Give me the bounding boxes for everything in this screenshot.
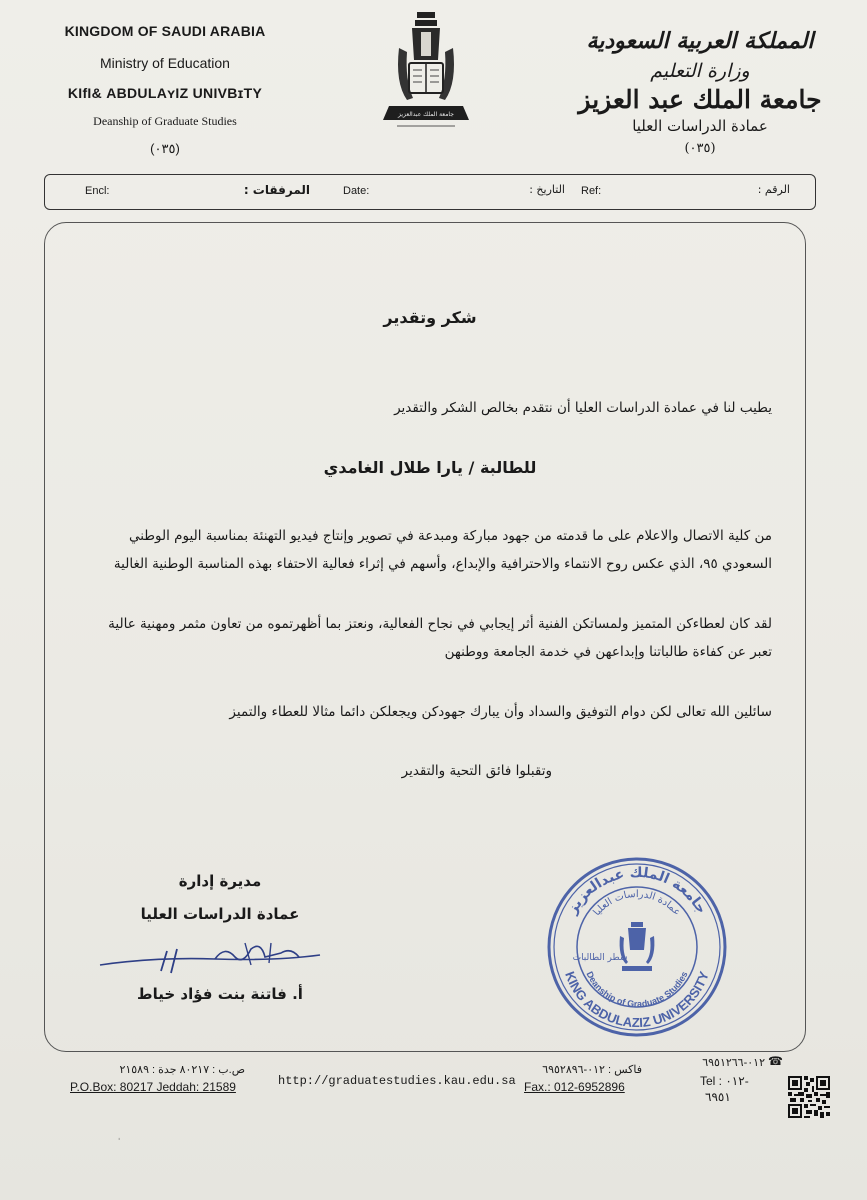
stamp-en-outer: KING ABDULAZIZ UNIVERSITY xyxy=(562,969,712,1031)
phone-icon: ☎ xyxy=(768,1054,783,1068)
paragraph-2-line-1: لقد كان لعطاءكن المتميز ولمساتكن الفنية أثر إيجابي في نجاح الفعالية، ونعتز بما أظهرتموه من تعاون مثمر ومهنية عالية xyxy=(108,616,772,632)
header-ar-code: (٠٣٥) xyxy=(684,141,716,156)
corner-mark: ˈ xyxy=(118,1137,121,1146)
ref-label-ar: الرقم : xyxy=(757,183,790,196)
header-ar-university: جامعة الملك عبد العزيز xyxy=(578,85,822,114)
header-en-deanship: Deanship of Graduate Studies xyxy=(93,114,237,128)
logo-ribbon-text: جامعة الملك عبدالعزيز xyxy=(398,111,454,118)
stamp-inner-arc: عمادة الدراسات العليا xyxy=(591,888,683,919)
paragraph-1-line-1: من كلية الاتصال والاعلام على ما قدمته من جهود مباركة ومبدعة في تصوير وإنتاج فيديو التهنئة بمناسبة اليوم الوطني xyxy=(128,528,772,544)
letter-intro: يطيب لنا في عمادة الدراسات العليا أن نتقدم بخالص الشكر والتقدير xyxy=(394,400,772,416)
date-label-ar: التاريخ : xyxy=(529,183,565,196)
stamp-mid-text: شطر الطالبات xyxy=(572,953,628,963)
stamp-en-inner: Deanship of Graduate Studies xyxy=(584,969,690,1010)
stamp-top-arc: جامعة الملك عبدالعزيز xyxy=(564,864,710,917)
header-en-code: (٠٣٥) xyxy=(150,141,180,156)
footer-fax-en: Fax.: 012-6952896 xyxy=(524,1080,625,1094)
header-en-university: KІfІ& ABDULAʏIZ UNIVВɪTY xyxy=(67,85,263,101)
signature-role-1: مديرة إدارة xyxy=(178,872,262,890)
ref-label-en: Ref: xyxy=(581,185,602,197)
letter-recipient: للطالبة / يارا طلال الغامدي xyxy=(323,458,537,477)
signature-name: أ. فاتنة بنت فؤاد خياط xyxy=(137,985,303,1003)
letter-title: شكر وتقدير xyxy=(383,308,477,327)
header-en-kingdom: KINGDOM OF SAUDI ARABIA xyxy=(64,23,266,39)
letter-closing: وتقبلوا فائق التحية والتقدير xyxy=(401,763,552,779)
header-ar-deanship: عمادة الدراسات العليا xyxy=(632,117,768,135)
paragraph-3: سائلين الله تعالى لكن دوام التوفيق والسداد وأن يبارك جهودكن ويجعلكن دائما مثالا للعطاء والتميز xyxy=(229,704,772,720)
reference-bar xyxy=(44,174,816,210)
header-ar-ministry: وزارة التعليم xyxy=(650,60,750,82)
footer-url-link[interactable]: http://graduatestudies.kau.edu.sa xyxy=(278,1074,516,1088)
encl-label-ar: المرفقات : xyxy=(243,183,310,197)
footer-tel-en-2: ٦٩٥١ xyxy=(705,1090,731,1104)
paragraph-2-line-2: تعبر عن كفاءة طالباتنا وإبداعهن في خدمة الجامعة ووطنهن xyxy=(444,644,772,660)
encl-label-en: Encl: xyxy=(85,185,110,197)
signature-role-2: عمادة الدراسات العليا xyxy=(140,905,300,923)
official-stamp-icon xyxy=(542,852,732,1042)
university-emblem-icon xyxy=(377,8,475,150)
svg-text:عمادة الدراسات العليا xyxy=(591,889,682,918)
footer-tel-ar: ٠١٢-٦٩٥١٢٦٦ xyxy=(702,1057,765,1069)
footer-tel-en-1: Tel : ٠١٢- xyxy=(700,1074,749,1088)
header-en-ministry: Ministry of Education xyxy=(100,55,230,71)
footer-fax-ar: فاكس : ٠١٢-٦٩٥٢٨٩٦ xyxy=(542,1064,642,1076)
qr-code-icon[interactable] xyxy=(788,1076,830,1118)
header-ar-kingdom: المملكة العربية السعودية xyxy=(586,28,814,54)
footer-pobox-ar: ص.ب : ٨٠٢١٧ جدة : ٢١٥٨٩ xyxy=(119,1064,245,1076)
footer-pobox-en: P.O.Box: 80217 Jeddah: 21589 xyxy=(70,1080,236,1094)
paragraph-1-line-2: السعودي ٩٥، الذي عكس روح الانتماء والاحترافية والإبداع، وأسهم في إثراء فعالية الاحتفاء بهذه المناسبة الوطنية الغالية xyxy=(113,556,772,572)
date-label-en: Date: xyxy=(343,185,370,197)
handwritten-signature-icon xyxy=(95,935,325,980)
